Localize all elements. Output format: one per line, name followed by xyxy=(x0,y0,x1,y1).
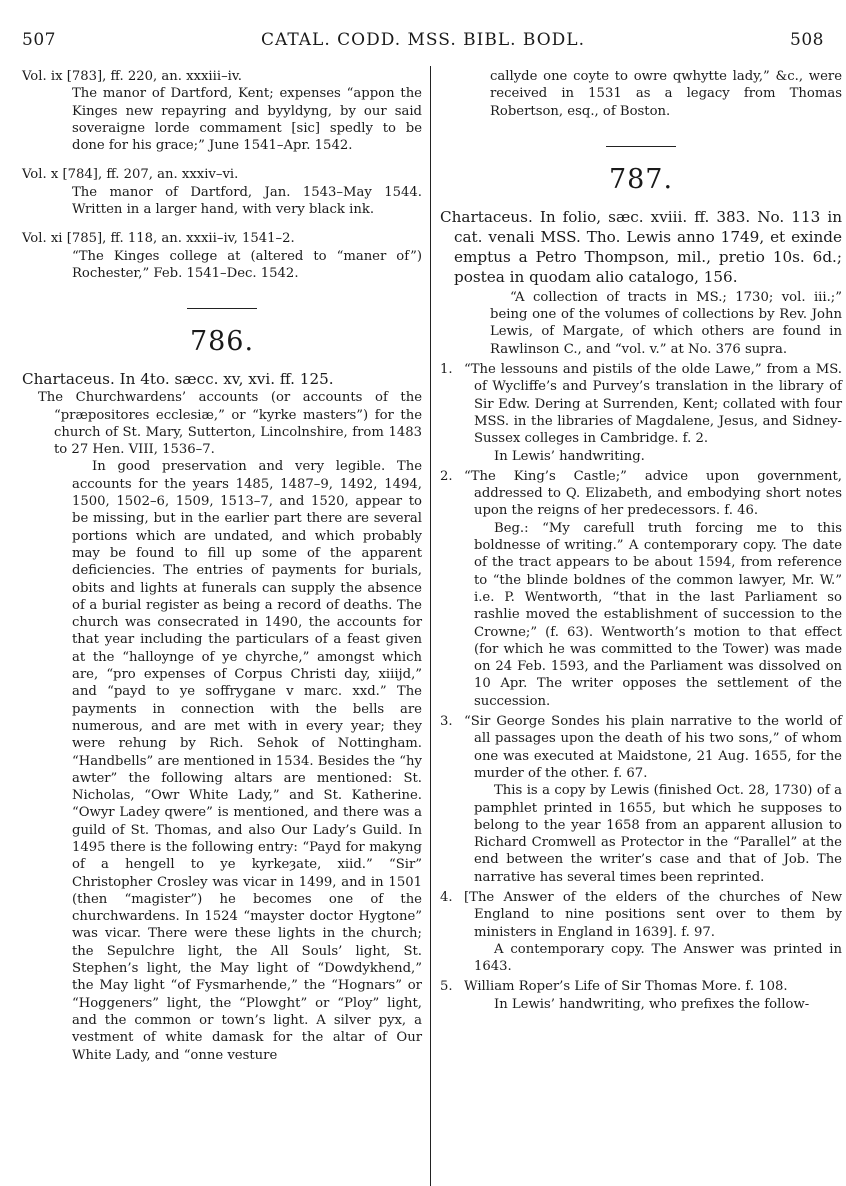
entry-description: Chartaceus. In 4to. sæcc. xv, xvi. ff. 125. xyxy=(22,370,334,389)
entry-description: Chartaceus. In folio, sæc. xviii. ff. 383. No. 113 in cat. venali MSS. Tho. Lewis anno 1749, et exinde emptus a Petro Thompson, mil., pretio 10s. 6d.; postea in quodam alio catalogo, 156. xyxy=(440,207,842,286)
volume-heading: Vol. xi [785], ff. 118, an. xxxii–iv, 1541–2. xyxy=(22,231,295,247)
list-item xyxy=(440,889,842,975)
volume-entry xyxy=(22,166,422,218)
entry-number: 787. xyxy=(608,163,674,195)
column-divider xyxy=(430,66,431,1186)
volume-description: “The Kinges college at (altered to “maner of”) Rochester,” Feb. 1541–Dec. 1542. xyxy=(72,248,422,281)
item-number: 4. xyxy=(440,889,453,905)
page-number-right: 508 xyxy=(790,30,824,50)
item-text: [The Answer of the elders of the churches of New England to nine positions sent over to them by ministers in England in 1639]. f. 97. xyxy=(464,889,842,940)
item-text: “Sir George Sondes his plain narrative to the world of all passages upon the death of his two sons,” of whom one was executed at Maidstone, 21 Aug. 1655, for the murder of the other. f. 67. xyxy=(464,714,842,781)
entry-summary: The Churchwardens’ accounts (or accounts of the “præpositores ecclesiæ,” or “kyrke masters”) for the church of St. Mary, Sutterton, Lincolnshire, from 1483 to 27 Hen. VIII, 1536–7. xyxy=(38,390,422,458)
volume-entry xyxy=(22,68,422,154)
item-text: “The King’s Castle;” advice upon government, addressed to Q. Elizabeth, and embodying short notes upon the reigns of her predecessors. f. 46. xyxy=(464,468,842,519)
item-note: In Lewis’ handwriting, who prefixes the follow- xyxy=(494,996,810,1012)
item-number: 1. xyxy=(440,362,453,378)
page-number-left: 507 xyxy=(22,30,56,50)
left-column xyxy=(22,68,422,1064)
right-column xyxy=(440,68,842,1013)
volume-description: The manor of Dartford, Kent; expenses “appon the Kinges new repayring and byyldyng, by our said soveraigne lorde commament [sic] spedly to be done for his grace;” June 1541–Apr. 1542. xyxy=(72,86,422,154)
volume-description: The manor of Dartford, Jan. 1543–May 1544. Written in a larger hand, with very black ink. xyxy=(72,184,422,218)
section-rule xyxy=(187,308,257,309)
item-number: 5. xyxy=(440,979,453,995)
continued-text: callyde one coyte to owre qwhytte lady,” &c., were received in 1531 as a legacy from Thomas Robertson, esq., of Boston. xyxy=(490,69,842,119)
running-head-title: CATAL. CODD. MSS. BIBL. BODL. xyxy=(260,30,585,50)
entry-number: 786. xyxy=(189,326,255,358)
list-item xyxy=(440,713,842,886)
item-note: In Lewis’ handwriting. xyxy=(494,448,645,464)
item-number: 2. xyxy=(440,468,453,484)
running-header xyxy=(22,30,824,56)
item-note: This is a copy by Lewis (finished Oct. 28, 1730) of a pamphlet printed in 1655, but which he supposes to belong to the year 1658 from an apparent allusion to Richard Cromwell as Protector in the “Parallel” at the end between the writer’s case and that of Job. The narrative has several times been reprinted. xyxy=(474,783,842,885)
list-item xyxy=(440,468,842,710)
entry-intro: “A collection of tracts in MS.; 1730; vol. iii.;” being one of the volumes of collections by Rev. John Lewis, of Margate, of which others are found in Rawlinson C., and “vol. v.” at No. 376 supra. xyxy=(490,289,842,357)
item-note: Beg.: “My carefull truth forcing me to this boldnesse of writing.” A contemporary copy. The date of the tract appears to be about 1594, from reference to “the blinde boldnes of the common lawyer, Mr. W.” i.e. P. Wentworth, “that in the last Parliament so rashlie moved the establishment of succession to the Crowne;” (f. 63). Wentworth’s motion to that effect (for which he was committed to the Tower) was made on 24 Feb. 1593, and the Parliament was dissolved on 10 Apr. The writer opposes the settlement of the succession. xyxy=(474,520,842,709)
volume-entry xyxy=(22,230,422,282)
item-number: 3. xyxy=(440,714,453,730)
list-item xyxy=(440,978,842,1013)
volume-heading: Vol. x [784], ff. 207, an. xxxiv–vi. xyxy=(22,167,239,183)
volume-heading: Vol. ix [783], ff. 220, an. xxxiii–iv. xyxy=(22,69,242,84)
entry-notes: In good preservation and very legible. The accounts for the years 1485, 1487–9, 1492, 1494, 1500, 1502–6, 1509, 1513–7, and 1520, appear to be missing, but in the earlier part there are several portions which are undated, and which probably may be found to fill up some of the apparent deficiencies. The entries of payments for burials, obits and lights at funerals can supply the absence of a burial register as being a record of deaths. The church was consecrated in 1490, the accounts for that year including the particulars of a feast given at the “halloynge of ye chyrche,” amongst which are, “pro expenses of Corpus Christi day, xiiijd,” and “payd to ye soffrygane v marc. xxd.” The payments in connection with the bells are numerous, and are met with in every year; they were rehung by Rich. Sehok of Nottingham. “Handbells” are mentioned in 1534. Besides the “hy awter” the following altars are mentioned: St. Nicholas, “Owr White Lady,” and St. Katherine. “Owyr Ladey qwere” is mentioned, and there was a guild of St. Thomas, and also Our Lady’s Guild. In 1495 there is the following entry: “Payd for makyng of a hengell to ye kyrkeȝate, xiid.” “Sir” Christopher Crosley was vicar in 1499, and in 1501 (then “magister”) he becomes one of the churchwardens. In 1524 “mayster doctor Hygtone” was vicar. There were these lights in the church; the Sepulchre light, the All Souls’ light, St. Stephen’s light, the May light of “Dowdykhend,” the May light “of Fysmarhende,” the “Hognars” or “Hoggeners” light, the “Plowght” or “Ploy” light, and the common or town’s light. A silver pyx, a vestment of white damask for the altar of Our White Lady, and “onne vesture xyxy=(72,459,422,1063)
item-text: William Roper’s Life of Sir Thomas More. f. 108. xyxy=(464,979,788,995)
item-note: A contemporary copy. The Answer was printed in 1643. xyxy=(474,941,842,975)
section-rule xyxy=(606,146,676,147)
item-text: “The lessouns and pistils of the olde Lawe,” from a MS. of Wycliffe’s and Purvey’s translation in the library of Sir Edw. Dering at Surrenden, Kent; collated with four MSS. in the libraries of Magdalene, Jesus, and Sidney-Sussex colleges in Cambridge. f. 2. xyxy=(464,362,842,447)
list-item xyxy=(440,361,842,465)
